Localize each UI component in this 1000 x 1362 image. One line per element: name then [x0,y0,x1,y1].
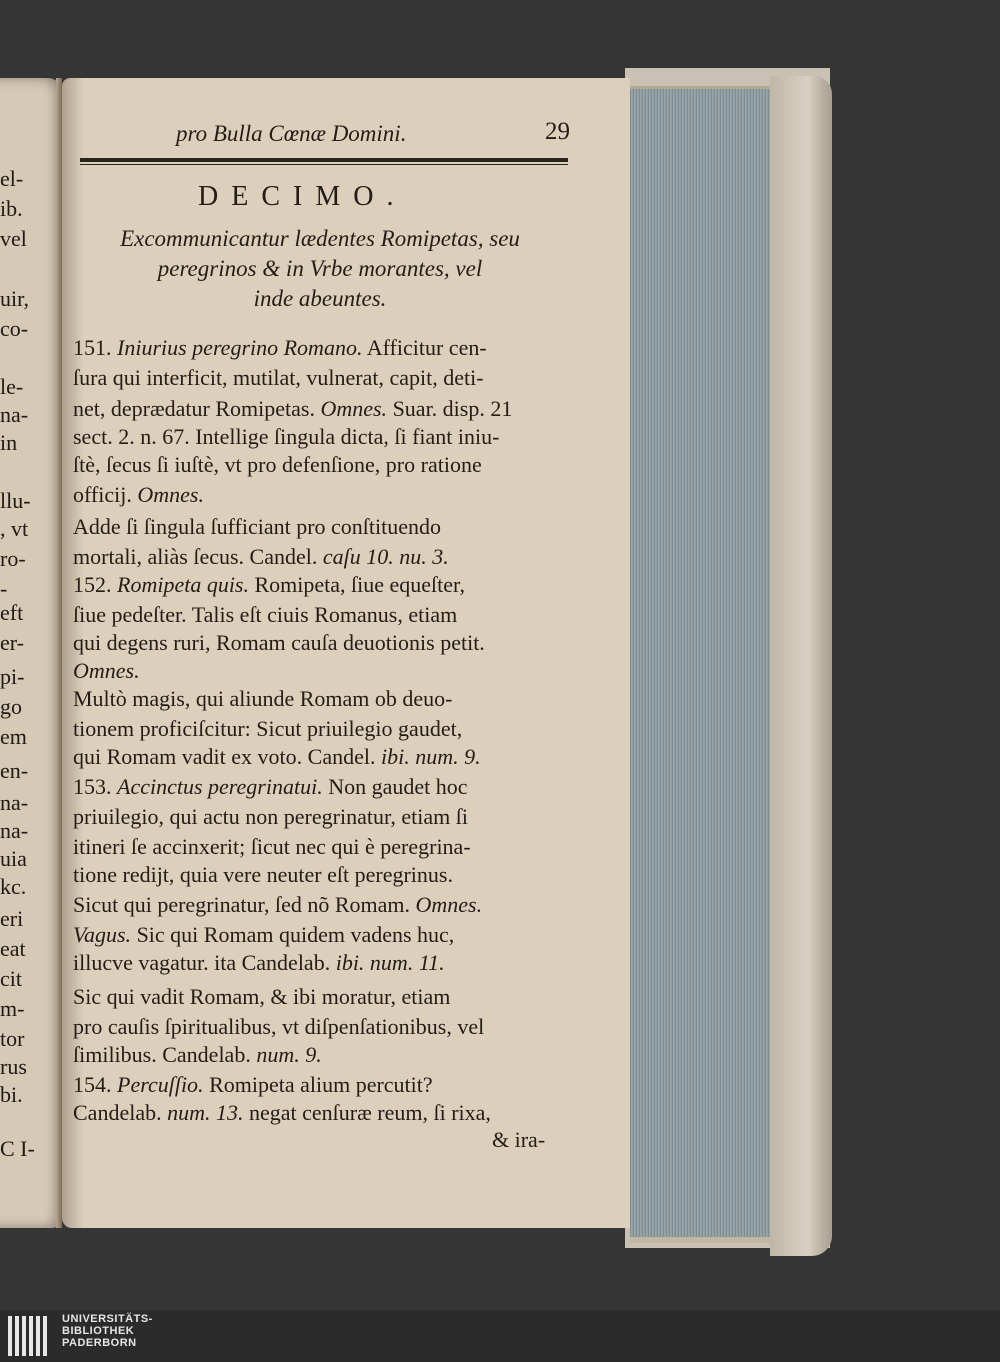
text-span: ſiue pedeſter. Talis eſt ciuis Romanus, etiam [73,602,458,627]
text-span: tionem proficiſcitur: Sicut priuilegio gaudet, [73,716,463,741]
left-text-fragment: na- [0,790,29,815]
head-rule-thin [80,164,568,165]
left-text-fragment: go [0,694,22,719]
book-cover-edge [770,76,832,1256]
text-span: mortali, aliàs ſecus. Candel. [73,544,323,569]
text-line [73,396,512,422]
italic-span: num. 13. [167,1100,244,1125]
left-text-fragment: m- [0,996,25,1021]
italic-span: Percuſſio. [117,1072,204,1097]
italic-span: caſu 10. nu. 3. [322,544,449,569]
italic-span: Iniurius peregrino Romano. [117,335,363,360]
left-text-fragment: ro- [0,546,26,571]
text-line [73,544,449,570]
text-span: tione redijt, quia vere neuter eſt peregrinus. [73,862,453,887]
text-line [73,892,482,918]
left-text-fragment: er- [0,630,24,655]
text-span: Sicut qui peregrinatur, ſed nõ Romam. [73,892,416,917]
section-title: DECIMO. [198,181,407,212]
text-span: ſimilibus. Candelab. [73,1042,257,1067]
text-line [73,335,487,361]
text-line [73,774,468,800]
left-text-fragment: eft [0,600,24,625]
text-line [73,1014,484,1040]
text-line [73,630,485,656]
text-line [73,514,441,540]
text-span: net, deprædatur Romipetas. [73,396,321,421]
left-text-fragment: kc. [0,874,27,899]
italic-span: Romipeta quis. [117,572,249,597]
left-text-fragment: bi. [0,1082,23,1107]
left-text-fragment: - [0,576,8,601]
italic-span: num. 9. [256,1042,322,1067]
left-text-fragment: in [0,430,18,455]
text-span: qui degens ruri, Romam cauſa deuotionis petit. [73,630,485,655]
text-line [73,686,452,712]
italic-span: ibi. num. 11. [335,950,445,975]
text-span: illucve vagatur. ita Candelab. [73,950,336,975]
text-line [73,658,140,684]
left-text-fragment: tor [0,1026,25,1051]
text-line [73,572,465,598]
text-line [73,1100,491,1126]
text-line [73,482,204,508]
text-span: Candelab. [73,1100,168,1125]
head-rule [80,158,568,162]
left-text-fragment: llu- [0,488,31,513]
subtitle-line: peregrinos & in Vrbe morantes, vel [157,256,483,281]
text-span: Adde ſi ſingula ſufficiant pro conſtituendo [73,514,442,539]
text-span: Romipeta, ſiue equeſter, [249,572,465,597]
left-text-fragment: uir, [0,286,30,311]
text-line [73,984,450,1010]
text-span: qui Romam vadit ex voto. Candel. [73,744,381,769]
text-span: pro cauſis ſpiritualibus, vt diſpenſationibus, vel [73,1014,485,1039]
left-text-fragment: na- [0,402,29,427]
text-span: 151. [73,335,117,360]
text-line [73,922,454,948]
left-text-fragment: ib. [0,196,23,221]
text-line [73,804,468,830]
text-span: Romipeta alium percutit? [203,1072,433,1097]
text-line [73,834,471,860]
text-line [73,1042,322,1068]
left-text-fragment: C I- [0,1136,35,1161]
text-span: negat cenſuræ reum, ſi rixa, [243,1100,491,1125]
text-span: itineri ſe accinxerit; ſicut nec qui è peregrina- [73,834,471,859]
left-page [0,78,62,1228]
left-text-fragment: , vt [0,516,29,541]
logo-line: PADERBORN [62,1337,137,1349]
text-span: 153. [73,774,117,799]
text-line [73,716,462,742]
text-line [73,602,457,628]
text-line [73,452,482,478]
text-span: officij. [73,482,138,507]
italic-span: ibi. num. 9. [380,744,481,769]
text-span: Sic qui Romam quidem vadens huc, [131,922,455,947]
text-line [73,950,445,976]
left-text-fragment: vel [0,226,27,251]
text-span: Afficitur cen- [362,335,487,360]
left-text-fragment: pi- [0,664,25,689]
running-head: pro Bulla Cœnæ Domini. [176,121,407,146]
left-text-fragment: rus [0,1054,27,1079]
subtitle-line: Excommunicantur lædentes Romipetas, seu [120,226,520,251]
library-logo-text [62,1313,153,1349]
italic-span: Omnes. [415,892,483,917]
left-text-fragment: na- [0,818,29,843]
text-span: 152. [73,572,117,597]
italic-span: Omnes. [137,482,204,507]
page-number: 29 [545,118,570,145]
subtitle-line: inde abeuntes. [253,286,387,311]
catchword: & ira- [492,1127,546,1152]
text-span: Suar. disp. 21 [387,396,513,421]
text-span: priuilegio, qui actu non peregrinatur, etiam ſi [73,804,469,829]
left-text-fragment: eat [0,936,26,961]
text-line [73,365,484,391]
text-line [73,424,499,450]
left-text-fragment: el- [0,166,24,191]
text-line [73,744,481,770]
left-text-fragment: le- [0,374,24,399]
text-span: 154. [73,1072,117,1097]
left-text-fragment: co- [0,316,29,341]
text-span: Non gaudet hoc [322,774,468,799]
page-edges [630,86,770,1243]
library-logo-icon [8,1316,50,1361]
left-text-fragment: eri [0,906,24,931]
left-text-fragment: en- [0,758,29,783]
text-span: ſura qui interficit, mutilat, vulnerat, capit, deti- [73,365,484,390]
left-text-fragment: cit [0,966,22,991]
italic-span: Omnes. [73,658,140,683]
logo-line: UNIVERSITÄTS- [62,1313,153,1325]
italic-span: Vagus. [73,922,132,947]
text-line [73,1072,433,1098]
logo-line: BIBLIOTHEK [62,1325,135,1337]
text-span: Sic qui vadit Romam, & ibi moratur, etiam [73,984,451,1009]
italic-span: Accinctus peregrinatui. [117,774,323,799]
text-span: sect. 2. n. 67. Intellige ſingula dicta, ſi fiant iniu- [73,424,500,449]
italic-span: Omnes. [320,396,388,421]
text-line [73,862,453,888]
text-span: ſtè, ſecus ſi iuſtè, vt pro defenſione, pro ratione [73,452,482,477]
left-text-fragment: em [0,724,27,749]
text-span: Multò magis, qui aliunde Romam ob deuo- [73,686,453,711]
left-text-fragment: uia [0,846,27,871]
